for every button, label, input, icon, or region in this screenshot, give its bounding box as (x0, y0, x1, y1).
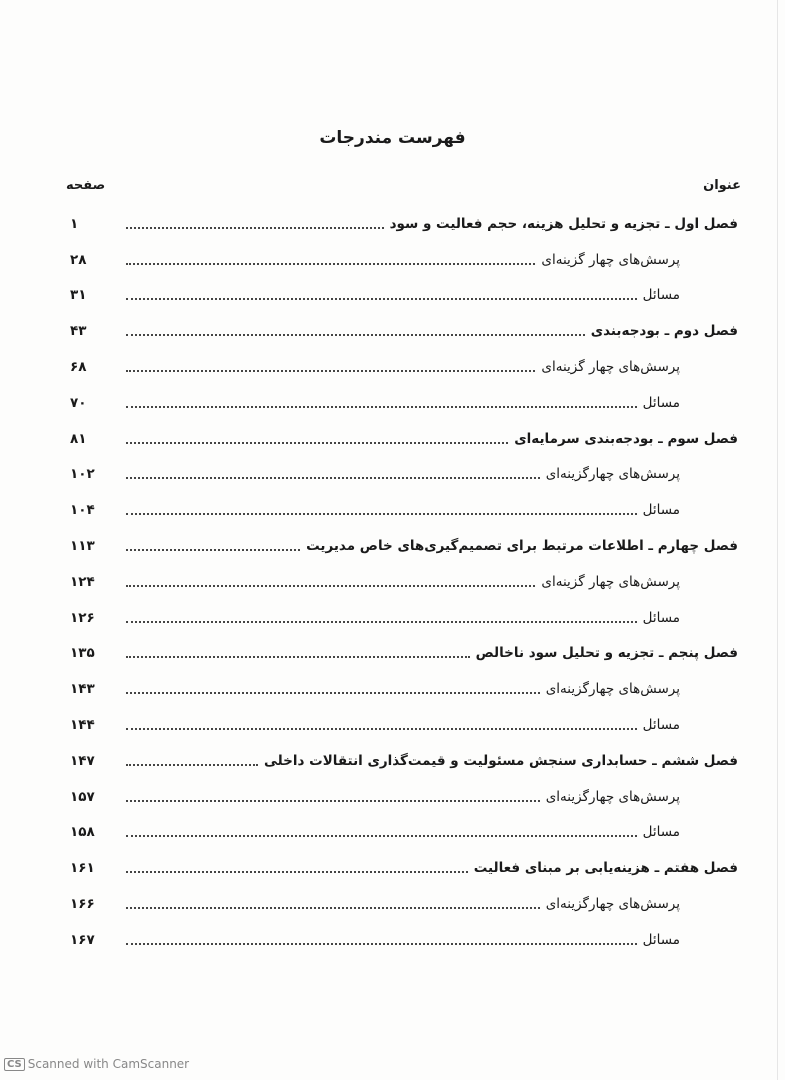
dot-leader (126, 871, 468, 873)
title-column-header: عنوان (703, 178, 741, 193)
entry-title: پرسش‌های چهارگزینه‌ای (545, 681, 680, 698)
entry-title: فصل سوم ـ بودجه‌بندی سرمایه‌ای (514, 430, 738, 447)
dot-leader (126, 907, 540, 909)
entry-page-number: ۳۱ (70, 287, 87, 304)
entry-title: مسائل (642, 717, 680, 734)
entry-page-number: ۱۶۶ (70, 896, 95, 913)
dot-leader (126, 728, 637, 730)
dot-leader (126, 334, 585, 336)
entry-title: مسائل (642, 287, 680, 304)
dot-leader (126, 549, 300, 551)
toc-sub-entry[interactable] (70, 349, 738, 385)
page-column-header: صفحه (66, 178, 106, 193)
toc-sub-entry[interactable] (70, 671, 738, 707)
entry-title: فصل اول ـ تجزیه و تحلیل هزینه، حجم فعالیت و سود (389, 215, 738, 232)
camscanner-logo-icon: CS (4, 1058, 25, 1071)
dot-leader (126, 656, 470, 658)
entry-page-number: ۷۰ (70, 394, 87, 411)
entry-title: فصل پنجم ـ تجزیه و تحلیل سود ناخالص (475, 645, 738, 662)
dot-leader (126, 370, 535, 372)
page-title: فهرست مندرجات (319, 128, 466, 148)
dot-leader (126, 800, 540, 802)
entry-title: فصل چهارم ـ اطلاعات مرتبط برای تصمیم‌گیری‌های خاص مدیریت (306, 538, 738, 555)
entry-page-number: ۱۶۱ (70, 860, 95, 877)
entry-title: پرسش‌های چهارگزینه‌ای (545, 788, 680, 805)
dot-leader (126, 227, 384, 229)
entry-page-number: ۸۱ (70, 430, 87, 447)
entry-page-number: ۱۳۵ (70, 645, 95, 662)
entry-title: مسائل (642, 394, 680, 411)
dot-leader (126, 477, 540, 479)
entry-title: فصل هفتم ـ هزینه‌یابی بر مبنای فعالیت (473, 860, 738, 877)
entry-page-number: ۱۴۳ (70, 681, 95, 698)
entry-page-number: ۱۵۸ (70, 824, 95, 841)
entry-page-number: ۲۸ (70, 251, 87, 268)
entry-title: مسائل (642, 824, 680, 841)
toc-chapter-entry[interactable] (70, 636, 738, 672)
entry-page-number: ۱۰۴ (70, 502, 95, 519)
toc-sub-entry[interactable] (70, 815, 738, 851)
toc-list (70, 206, 738, 958)
dot-leader (126, 764, 258, 766)
toc-chapter-entry[interactable] (70, 743, 738, 779)
toc-sub-entry[interactable] (70, 707, 738, 743)
watermark-text: Scanned with CamScanner (27, 1057, 190, 1071)
entry-title: فصل ششم ـ حسابداری سنجش مسئولیت و قیمت‌گذاری انتقالات داخلی (264, 752, 738, 769)
toc-chapter-entry[interactable] (70, 206, 738, 242)
dot-leader (126, 442, 508, 444)
toc-chapter-entry[interactable] (70, 528, 738, 564)
toc-sub-entry[interactable] (70, 385, 738, 421)
entry-title: پرسش‌های چهارگزینه‌ای (545, 896, 680, 913)
dot-leader (126, 692, 540, 694)
toc-sub-entry[interactable] (70, 779, 738, 815)
entry-page-number: ۱ (70, 215, 79, 232)
entry-page-number: ۱۴۷ (70, 752, 95, 769)
dot-leader (126, 835, 637, 837)
entry-title: فصل دوم ـ بودجه‌بندی (590, 323, 738, 340)
entry-page-number: ۱۲۴ (70, 573, 95, 590)
scanner-watermark (4, 1057, 189, 1071)
entry-page-number: ۴۳ (70, 323, 87, 340)
dot-leader (126, 406, 637, 408)
toc-sub-entry[interactable] (70, 242, 738, 278)
dot-leader (126, 585, 535, 587)
dot-leader (126, 263, 535, 265)
toc-chapter-entry[interactable] (70, 313, 738, 349)
entry-title: پرسش‌های چهارگزینه‌ای (545, 466, 680, 483)
entry-page-number: ۱۲۶ (70, 609, 95, 626)
toc-sub-entry[interactable] (70, 600, 738, 636)
entry-title: مسائل (642, 609, 680, 626)
scan-edge (777, 0, 778, 1080)
entry-page-number: ۱۶۷ (70, 931, 95, 948)
entry-title: پرسش‌های چهار گزینه‌ای (541, 359, 680, 376)
dot-leader (126, 513, 637, 515)
toc-sub-entry[interactable] (70, 886, 738, 922)
entry-page-number: ۱۵۷ (70, 788, 95, 805)
entry-title: پرسش‌های چهار گزینه‌ای (541, 251, 680, 268)
toc-sub-entry[interactable] (70, 922, 738, 958)
toc-sub-entry[interactable] (70, 278, 738, 314)
entry-page-number: ۶۸ (70, 359, 87, 376)
entry-page-number: ۱۱۳ (70, 538, 95, 555)
entry-title: مسائل (642, 931, 680, 948)
dot-leader (126, 621, 637, 623)
entry-page-number: ۱۴۴ (70, 717, 95, 734)
toc-chapter-entry[interactable] (70, 421, 738, 457)
toc-sub-entry[interactable] (70, 564, 738, 600)
toc-sub-entry[interactable] (70, 457, 738, 493)
toc-chapter-entry[interactable] (70, 850, 738, 886)
dot-leader (126, 298, 637, 300)
dot-leader (126, 943, 637, 945)
entry-page-number: ۱۰۲ (70, 466, 95, 483)
toc-sub-entry[interactable] (70, 492, 738, 528)
entry-title: مسائل (642, 502, 680, 519)
entry-title: پرسش‌های چهار گزینه‌ای (541, 573, 680, 590)
